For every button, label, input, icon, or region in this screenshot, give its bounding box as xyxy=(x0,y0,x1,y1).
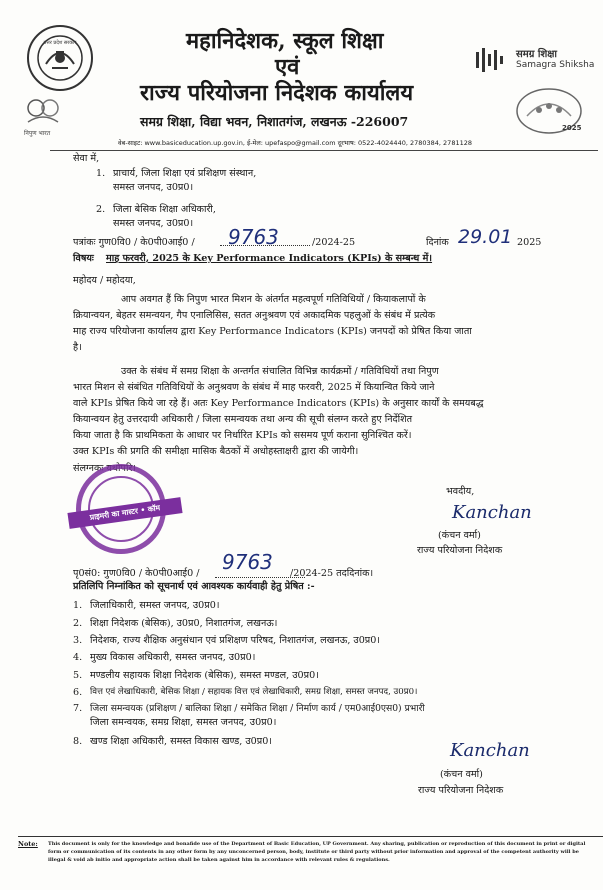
copy-item-7-cont: जिला समन्वयक, समग्र शिक्षा, समस्त जनपद, उ0प्र0। xyxy=(90,717,277,728)
paragraph2-line2: भारत मिशन से संबंधित गतिविधियों के अनुश्रवण के संबंध में माह फरवरी, 2025 में कियान्वित किये जाने xyxy=(73,382,435,393)
signer-designation-1: राज्य परियोजना निदेशक xyxy=(417,545,503,556)
paragraph1-line4: है। xyxy=(73,342,82,353)
letter-ref-label: पत्रांकः गुण0वि0 / के0पी0आई0 / xyxy=(73,237,195,248)
subject-label: विषयः xyxy=(73,253,94,264)
signer-designation-2: राज्य परियोजना निदेशक xyxy=(418,785,504,796)
copy-item-2: शिक्षा निदेशक (बेसिक), उ0प्र0, निशातगंज, लखनऊ। xyxy=(90,618,278,629)
samagra-shiksha-english: Samagra Shiksha xyxy=(516,60,595,70)
copy-item-8: खण्ड शिक्षा अधिकारी, समस्त विकास खण्ड, उ0प्र0। xyxy=(90,736,272,747)
paragraph2-line1: उक्त के संबंध में समग्र शिक्षा के अन्तर्गत संचालित विभिन्न कार्यक्रमों / गतिविधियों तथा निपुण xyxy=(121,366,439,377)
date-label: दिनांक xyxy=(426,237,449,248)
office-title-line1: महानिदेशक, स्कूल शिक्षा xyxy=(186,28,384,54)
office-title-line3: राज्य परियोजना निदेशक कार्यालय xyxy=(140,80,414,106)
regards: भवदीय, xyxy=(446,486,475,497)
date-year: 2025 xyxy=(517,237,542,248)
recipient-1-num: 1. xyxy=(96,168,106,179)
copy-intro: प्रतिलिपि निम्नांकित को सूचनार्थ एवं आवश्यक कार्यवाही हेतु प्रेषित :- xyxy=(73,581,315,592)
copy-item-6: वित्त एवं लेखाधिकारी, बेसिक शिक्षा / सहायक वित्त एवं लेखाधिकारी, समग्र शिक्षा, समस्त जनपद, उ0प्र0। xyxy=(90,687,418,697)
recipient-1-line1: प्राचार्य, जिला शिक्षा एवं प्रशिक्षण संस्थान, xyxy=(113,168,257,179)
subject-text: माह फरवरी, 2025 के Key Performance Indicators (KPIs) के सम्बन्ध में। xyxy=(106,253,433,264)
samagra-shiksha-logo-icon xyxy=(474,46,510,74)
paragraph2-line5: किया जाता है कि प्राथमिकता के आधार पर निर्धारित KPIs को ससमय पूर्ण कराना सुनिश्चित करें। xyxy=(73,430,412,441)
footer-note-text: This document is only for the knowledge and bonafide use of the Department of Basic Education, UP Government. Any sharing, publication or reproduction of this document in print or digital form or communication of its contents in any other form by any unconcerned person, body, institute or third party without prior information and approval of the competent authority will be illegal & void ab initio and appropriate action shall be taken against him in accordance with relevant rules & regulations. xyxy=(48,841,586,863)
endorsement-number: 9763 xyxy=(222,550,273,574)
paragraph1-line3: माह राज्य परियोजना कार्यालय द्वारा Key Performance Indicators (KPIs) जनपदों को प्रेषित किया जाता xyxy=(73,326,472,337)
samagra-year: 2025 xyxy=(562,124,582,132)
copy-item-4: मुख्य विकास अधिकारी, समस्त जनपद, उ0प्र0। xyxy=(90,652,256,663)
letterhead xyxy=(0,0,603,150)
copy-item-2-num: 2. xyxy=(73,618,83,629)
recipient-1-line2: समस्त जनपद, उ0प्र0। xyxy=(113,182,194,193)
contact-line: वेब-साइट: www.basiceducation.up.gov.in, ई-मेल: upefaspo@gmail.com दूरभाष: 0522-4024440, 2780384, 2781128 xyxy=(118,139,472,147)
signer-name-1: (कंचन वर्मा) xyxy=(438,530,481,541)
copy-item-1: जिलाधिकारी, समस्त जनपद, उ0प्र0। xyxy=(90,600,220,611)
emblem-ring-text: उत्तर प्रदेश सरकार xyxy=(43,40,77,46)
signature-1: Kanchan xyxy=(452,502,532,523)
copy-item-3-num: 3. xyxy=(73,635,83,646)
office-title-line2: एवं xyxy=(275,54,300,80)
letter-ref-number: 9763 xyxy=(228,225,279,249)
recipient-2-line1: जिला बेसिक शिक्षा अधिकारी, xyxy=(113,204,216,215)
copy-item-5: मण्डलीय सहायक शिक्षा निदेशक (बेसिक), समस्त मण्डल, उ0प्र0। xyxy=(90,670,319,681)
footer-divider xyxy=(18,836,603,837)
paragraph2-line3: वाले KPIs प्रेषित किये जा रहे हैं। अतः Key Performance Indicators (KPIs) के अनुसार कार्यों के समयबद्ध xyxy=(73,398,484,409)
signer-name-2: (कंचन वर्मा) xyxy=(440,769,483,780)
endorsement-label: पृ0सं0: गुण0वि0 / के0पी0आई0 / xyxy=(73,568,200,579)
letter-ref-underline xyxy=(220,245,310,246)
letter-ref-year: /2024-25 xyxy=(312,237,356,248)
copy-item-8-num: 8. xyxy=(73,736,83,747)
copy-item-4-num: 4. xyxy=(73,652,83,663)
up-government-emblem xyxy=(26,24,94,92)
copy-item-6-num: 6. xyxy=(73,687,83,698)
stamp-label: प्राइमरी का मास्टर • कॉम xyxy=(67,497,182,529)
paragraph2-line6: उक्त KPIs की प्रगति की समीक्षा मासिक बैठकों में अधोहस्ताक्षरी द्वारा की जायेगी। xyxy=(73,446,359,457)
samagra-shiksha-hindi: समग्र शिक्षा xyxy=(516,49,558,60)
copy-item-7-num: 7. xyxy=(73,703,83,714)
header-divider xyxy=(50,150,598,151)
date-value: 29.01 xyxy=(458,226,513,248)
salutation: महोदय / महोदया, xyxy=(73,275,136,286)
nipun-bharat-logo xyxy=(22,96,64,128)
endorsement-suffix: /2024-25 तददिनांक। xyxy=(290,568,374,579)
copy-item-5-num: 5. xyxy=(73,670,83,681)
nipun-bharat-caption: निपुण भारत xyxy=(24,130,51,137)
recipient-2-line2: समस्त जनपद, उ0प्र0। xyxy=(113,218,194,229)
paragraph1-line1: आप अवगत हैं कि निपुण भारत मिशन के अंतर्गत महत्वपूर्ण गतिविधियों / कियाकलापों के xyxy=(121,294,426,305)
copy-item-3: निदेशक, राज्य शैक्षिक अनुसंधान एवं प्रशिक्षण परिषद, निशातगंज, लखनऊ, उ0प्र0। xyxy=(90,635,380,646)
copy-item-1-num: 1. xyxy=(73,600,83,611)
paragraph2-line4: कियान्वयन हेतु उत्तरदायी अधिकारी / जिला समन्वयक तथा अन्य की सूची संलग्न करते हुए निर्देशित xyxy=(73,414,413,425)
footer-note-label: Note: xyxy=(18,840,38,848)
recipients-intro: सेवा में, xyxy=(73,153,100,164)
recipient-2-num: 2. xyxy=(96,204,106,215)
enclosure-note: संलग्नकः यथोपरि। xyxy=(73,463,137,474)
paragraph1-line2: क्रियान्वयन, बेहतर समन्वयन, गैप एनालिसिस, सतत अनुश्रवण एवं अकादमिक पहलुओं के संबंध में प्रत्येक xyxy=(73,310,436,321)
copy-item-7: जिला समन्वयक (प्रशिक्षण / बालिका शिक्षा / समेकित शिक्षा / निर्माण कार्य / एम0आई0एस0) प्रभारी xyxy=(90,703,425,714)
signature-2: Kanchan xyxy=(450,740,530,761)
office-address: समग्र शिक्षा, विद्या भवन, निशातगंज, लखनऊ -226007 xyxy=(140,114,409,129)
